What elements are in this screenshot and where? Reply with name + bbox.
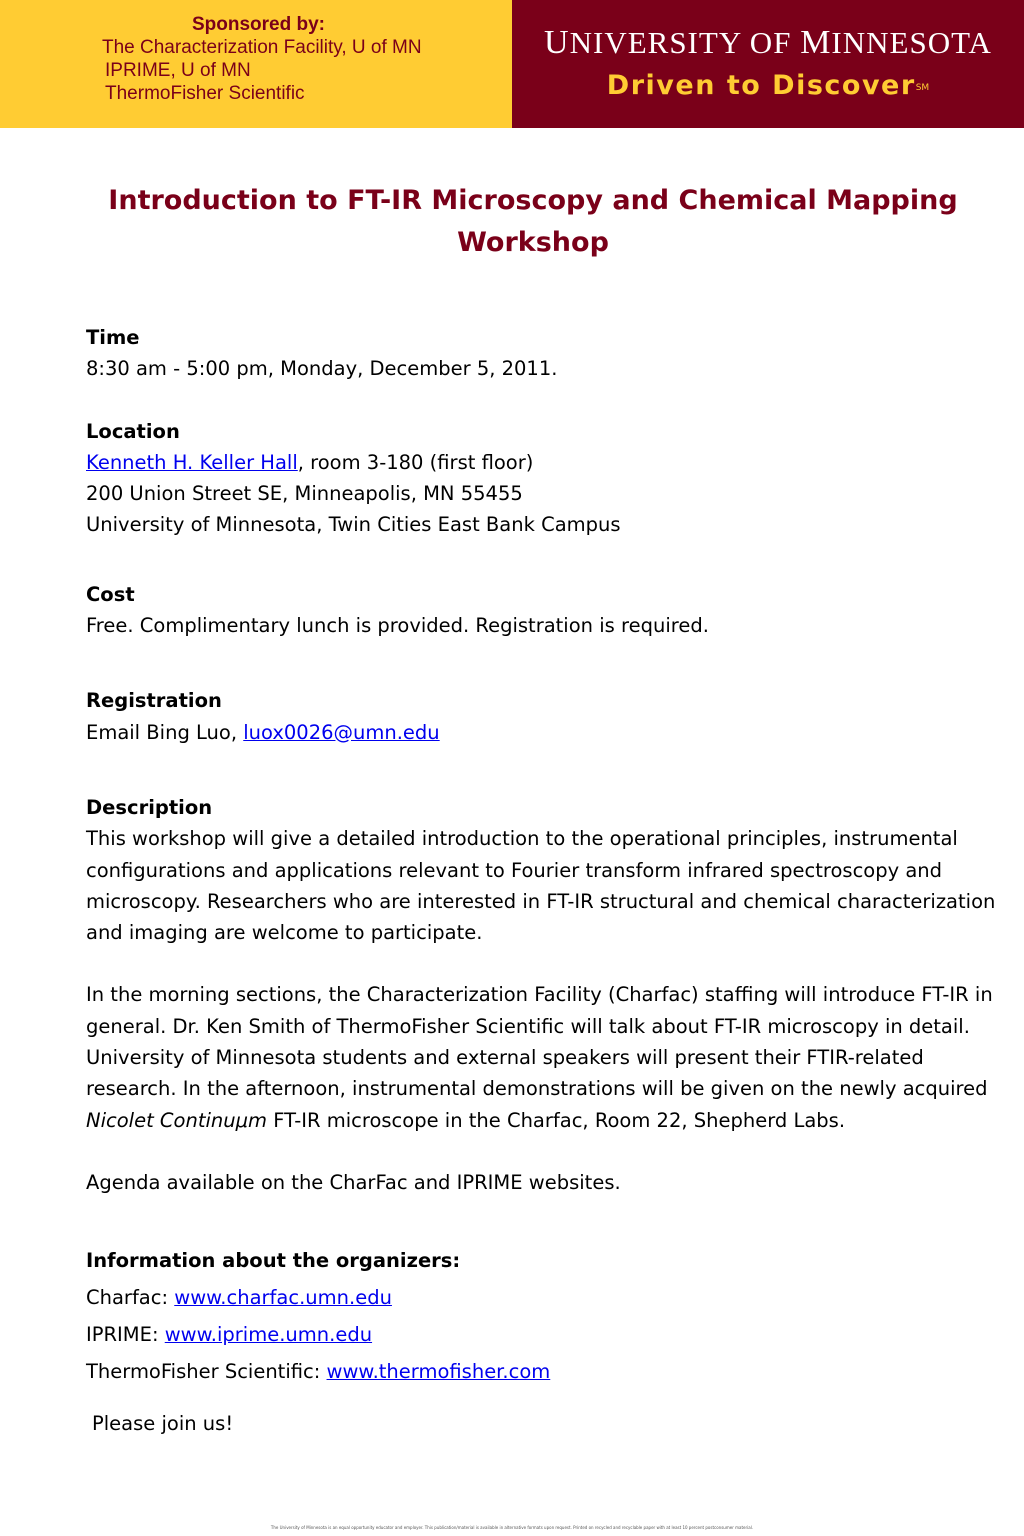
organizer-label: IPRIME:: [86, 1323, 165, 1347]
location-line: [86, 447, 996, 478]
organizers-heading: Information about the organizers:: [86, 1249, 461, 1273]
organizer-iprime: [86, 1316, 996, 1353]
microscope-name: Nicolet Continuμm: [86, 1108, 268, 1132]
description-paragraph-1: This workshop will give a detailed introduction to the operational principles, instrumental configurations and applications relevant to Fourier transform infrared spectroscopy and microscopy. Researchers who are interested in FT-IR structural and chemical characterization and imaging are welcome to participate.: [86, 827, 996, 945]
location-heading: Location: [86, 419, 180, 443]
sponsor-thermofisher: ThermoFisher Scientific: [105, 83, 305, 104]
organizer-label: Charfac:: [86, 1286, 175, 1310]
service-mark: SM: [915, 83, 930, 93]
registration-prefix: Email Bing Luo,: [86, 720, 244, 744]
cost-value: Free. Complimentary lunch is provided. Registration is required.: [86, 614, 709, 638]
university-name-part-1: NIVERSITY OF: [569, 25, 801, 60]
description-paragraph-2: [86, 979, 996, 1135]
organizer-label: ThermoFisher Scientific:: [86, 1360, 327, 1384]
sponsor-box: [0, 0, 512, 128]
university-logo: [512, 0, 1024, 128]
header-banner: [0, 0, 1024, 128]
footer-disclaimer: The University of Minnesota is an equal opportunity educator and employer. This publication/material is available in alternative formats upon request. Printed on recycled and recyclable paper with at least 10 percent postconsumer material.: [270, 1525, 754, 1530]
thermofisher-link[interactable]: www.thermofisher.com: [326, 1360, 551, 1384]
organizer-charfac: [86, 1279, 996, 1316]
keller-hall-link[interactable]: Kenneth H. Keller Hall: [86, 450, 298, 474]
university-name: [512, 26, 1024, 60]
email-link[interactable]: luox0026@umn.edu: [243, 720, 440, 744]
iprime-link[interactable]: www.iprime.umn.edu: [164, 1323, 373, 1347]
agenda-note: Agenda available on the CharFac and IPRIME websites.: [86, 1170, 621, 1194]
university-tagline: [512, 70, 1024, 102]
description-paragraph-2-start: In the morning sections, the Characterization Facility (Charfac) staffing will introduce FT-IR in general. Dr. Ken Smith of ThermoFisher Scientific will talk about FT-IR microscopy in detail. University of Minnesota students and external speakers will present their FTIR-related research. In the afternoon, instrumental demonstrations will be given on the newly acquired: [86, 983, 993, 1101]
time-value: 8:30 am - 5:00 pm, Monday, December 5, 2011.: [86, 357, 558, 381]
description-paragraph-2-end: FT-IR microscope in the Charfac, Room 22, Shepherd Labs.: [267, 1108, 846, 1132]
description-heading: Description: [86, 795, 213, 819]
registration-line: [86, 717, 996, 748]
location-room: , room 3-180 (first floor): [297, 450, 534, 474]
location-campus: University of Minnesota, Twin Cities East Bank Campus: [86, 513, 621, 537]
sponsor-title: Sponsored by:: [192, 14, 326, 35]
tagline-text: Driven to Discover: [606, 70, 916, 101]
university-name-initial-u: U: [544, 24, 570, 61]
location-address: 200 Union Street SE, Minneapolis, MN 55455: [86, 482, 523, 506]
university-name-part-2: INNESOTA: [831, 25, 992, 60]
time-heading: Time: [86, 326, 140, 349]
organizer-thermofisher: [86, 1353, 996, 1390]
sponsor-iprime: IPRIME, U of MN: [105, 60, 251, 81]
charfac-link[interactable]: www.charfac.umn.edu: [174, 1286, 392, 1310]
closing-message: Please join us!: [92, 1412, 234, 1436]
event-details: [86, 322, 996, 1440]
sponsor-charfac: The Characterization Facility, U of MN: [102, 37, 422, 58]
page-title: Introduction to FT-IR Microscopy and Chemical Mapping Workshop: [108, 185, 958, 258]
registration-heading: Registration: [86, 689, 222, 713]
cost-heading: Cost: [86, 582, 135, 606]
university-name-initial-m: M: [800, 24, 832, 61]
